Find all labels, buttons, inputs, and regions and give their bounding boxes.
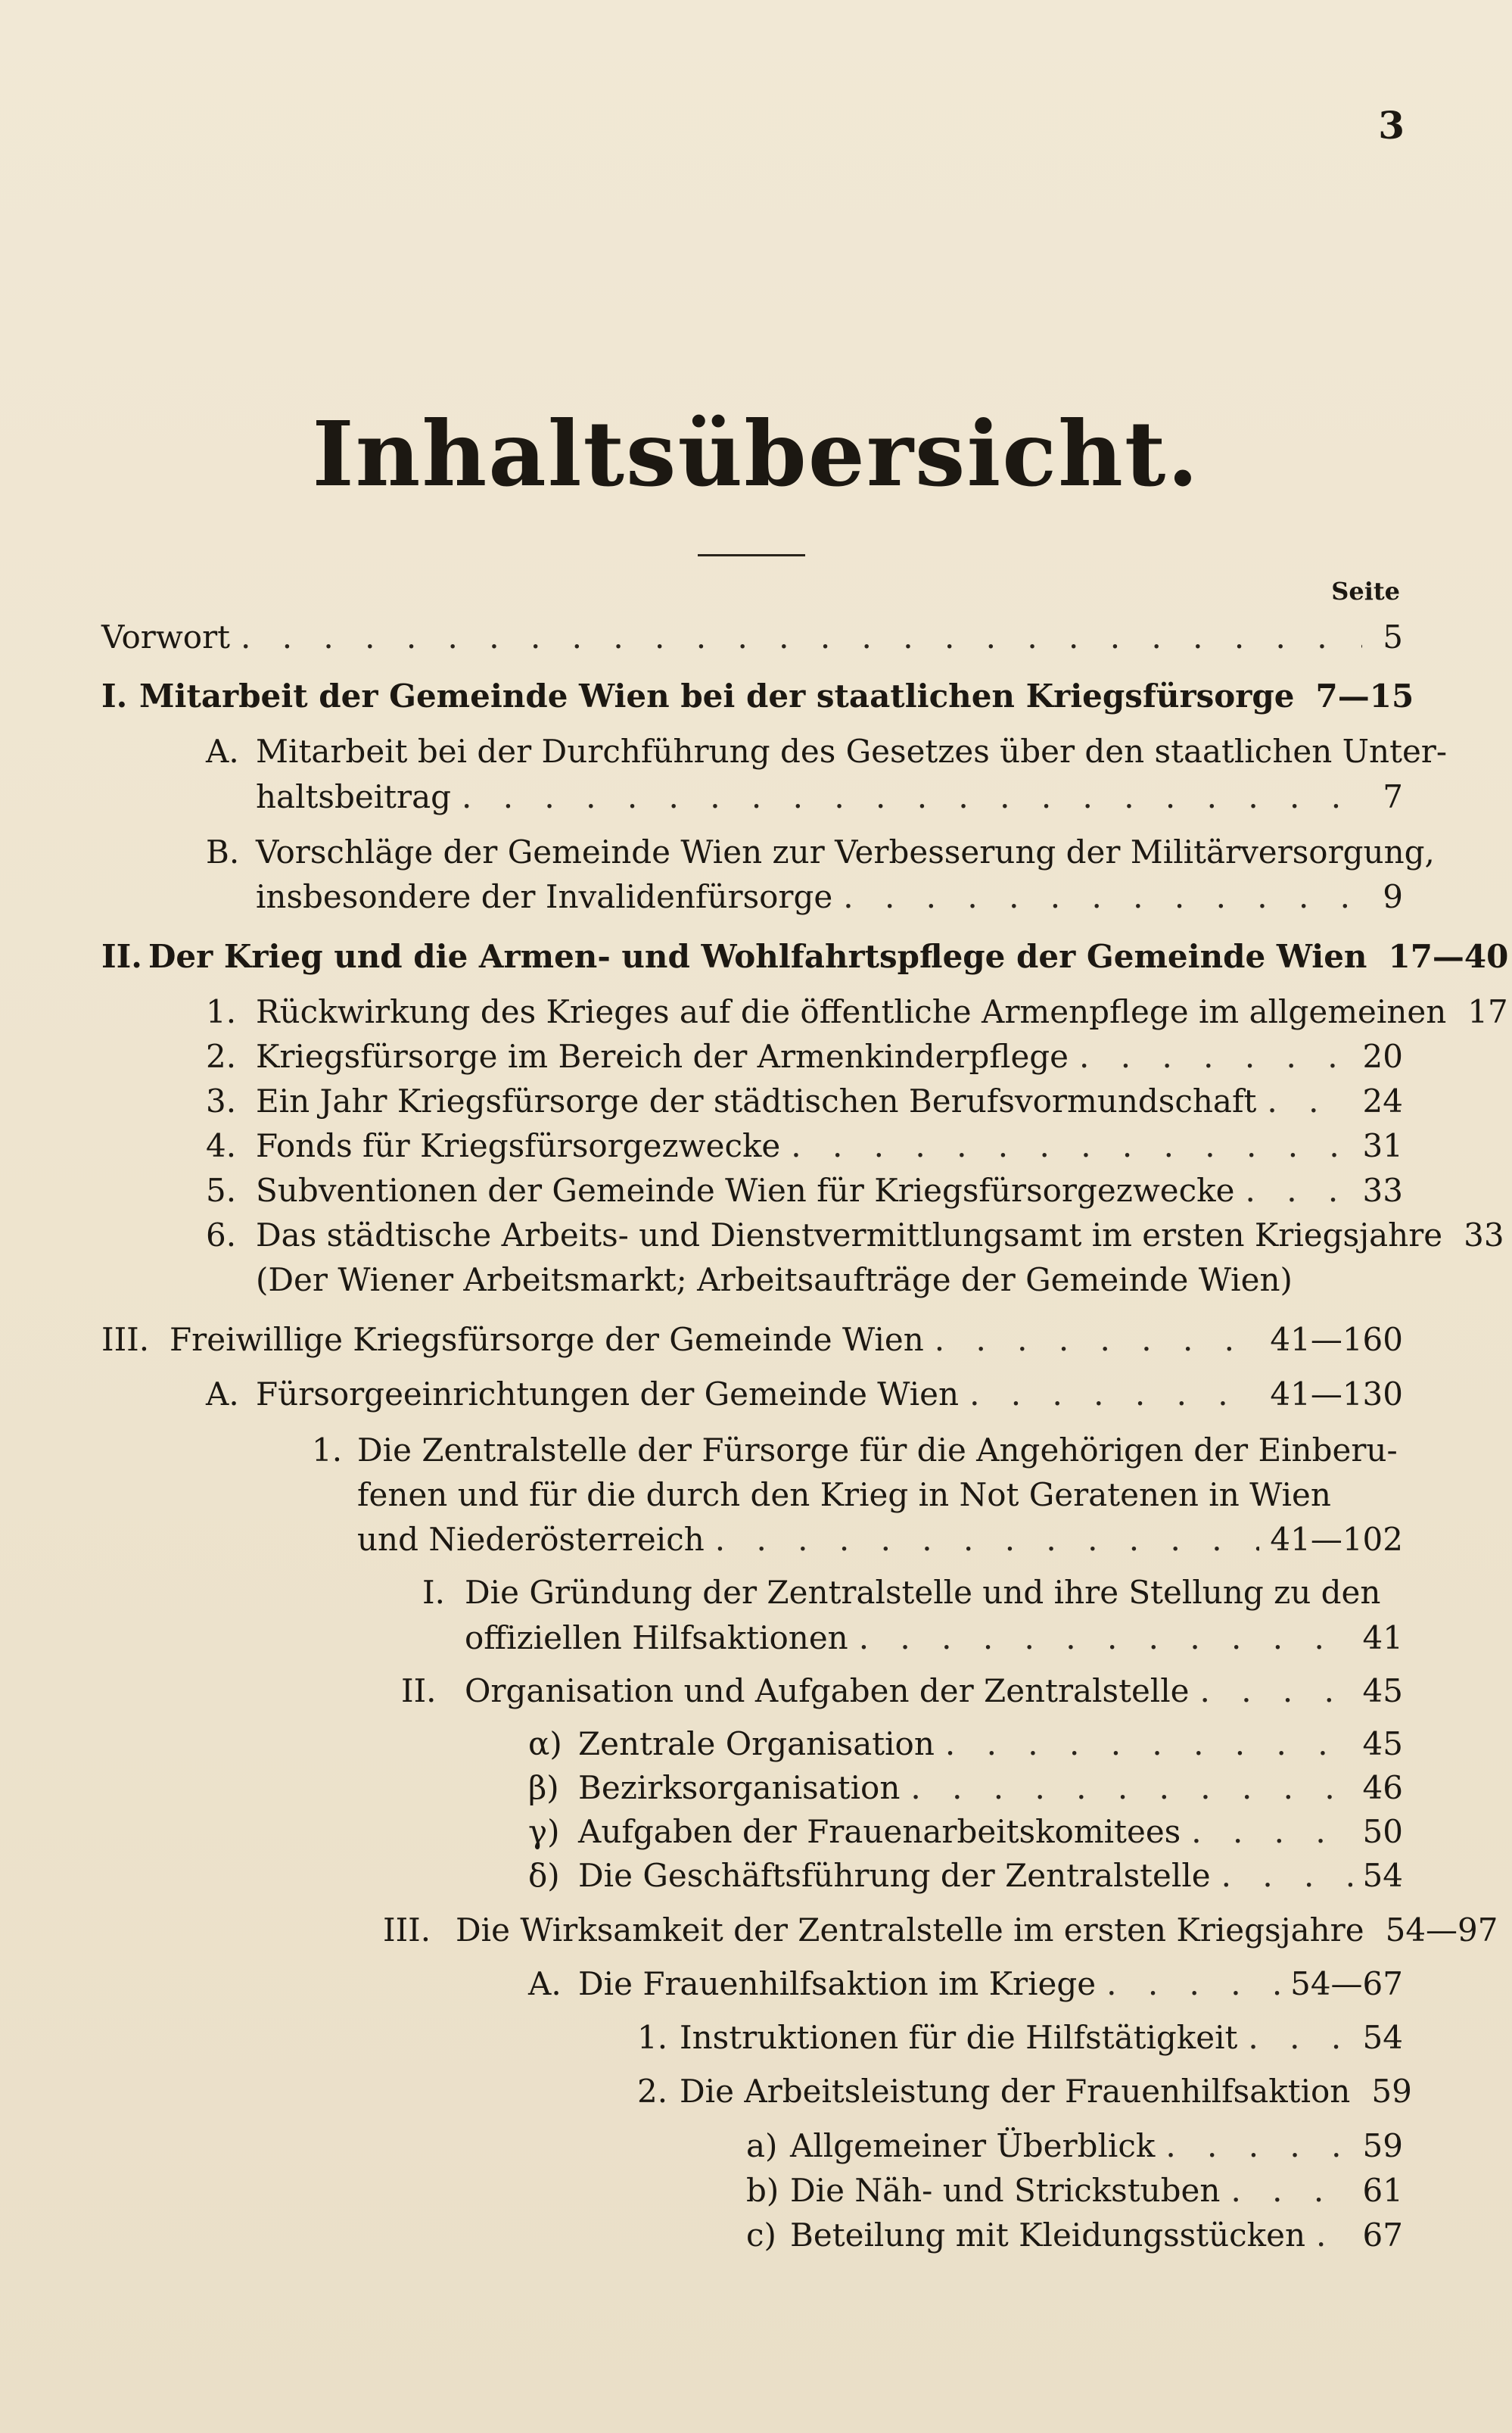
leader-dots [1200,1668,1352,1714]
leader-dots [859,1615,1352,1661]
toc-entry-II4 [206,1123,1403,1169]
toc-page: 45 [1362,1725,1403,1762]
toc-entry-gamma [528,1809,1403,1855]
leader-dots [1230,2168,1352,2213]
toc-entry-IIIA1-I [422,1570,1380,1615]
toc-page: 24 [1362,1083,1403,1120]
toc-label: Allgemeiner Überblick [790,2127,1156,2164]
toc-entry-a [746,2123,1403,2169]
toc-entry-alpha [528,1721,1403,1767]
toc-label-cont: offiziellen Hilfsaktionen [465,1619,848,1656]
toc-label: Die Näh- und Strickstuben [790,2172,1221,2209]
toc-entry-IIIA [206,1372,1403,1417]
toc-page: 17—40 [1388,938,1509,975]
toc-entry-beta [528,1765,1403,1811]
toc-label: Bezirksorganisation [578,1769,901,1806]
toc-number: A. [206,1375,239,1413]
toc-page: 59 [1362,2127,1403,2164]
toc-label-cont: und Niederösterreich [357,1521,705,1558]
toc-label: Zentrale Organisation [578,1725,935,1762]
toc-entry-IIIA1-III-A1 [637,2015,1403,2061]
leader-dots [910,1765,1352,1811]
leader-dots [241,615,1362,660]
toc-label: Die Frauenhilfsaktion im Kriege [578,1965,1097,2002]
toc-label: Fonds für Kriegsfürsorgezwecke [256,1127,781,1164]
toc-entry-II6-cont: (Der Wiener Arbeitsmarkt; Arbeitsaufträge der Gemeinde Wien) [256,1261,1293,1298]
toc-page: 20 [1362,1038,1403,1075]
toc-label: Die Arbeitsleistung der Frauenhilfsaktion [680,2073,1351,2110]
toc-number: I. [101,678,128,715]
toc-label: Beteilung mit Kleidungsstücken [790,2216,1306,2254]
toc-number: a) [746,2127,778,2164]
toc-entry-IIIA1-III-A2 [637,2069,1412,2114]
toc-label: Die Zentralstelle der Fürsorge für die Angehörigen der Einberu- [357,1431,1398,1469]
toc-entry-IIIA1-cont2 [357,1517,1403,1562]
toc-number: III. [383,1911,431,1949]
leader-dots [715,1517,1260,1562]
toc-number: δ) [528,1857,560,1894]
toc-label: Mitarbeit bei der Durchführung des Gesetzes über den staatlichen Unter- [256,733,1448,770]
toc-number: 5. [206,1172,237,1209]
toc-entry-vorwort [101,615,1403,660]
toc-number: B. [206,833,240,871]
toc-label: Rückwirkung des Krieges auf die öffentliche Armenpflege im allgemeinen [256,993,1447,1030]
toc-label: Fürsorgeeinrichtungen der Gemeinde Wien [256,1375,960,1413]
leader-dots [791,1123,1352,1169]
toc-label: Die Wirksamkeit der Zentralstelle im ersten Kriegsjahre [456,1911,1364,1949]
toc-entry-II5 [206,1168,1403,1213]
toc-entry-II3 [206,1079,1403,1124]
toc-page: 46 [1362,1769,1403,1806]
leader-dots [462,774,1362,820]
leader-dots [945,1721,1352,1767]
toc-page: 45 [1362,1672,1403,1709]
toc-page: 41—102 [1270,1521,1403,1558]
toc-label: Kriegsfürsorge im Bereich der Armenkinderpflege [256,1038,1069,1075]
toc-label: Die Geschäftsführung der Zentralstelle [578,1857,1211,1894]
toc-page: 41—130 [1270,1375,1403,1413]
toc-label: Aufgaben der Frauenarbeitskomitees [578,1813,1181,1850]
toc-label: Vorwort [101,618,231,656]
toc-number: 2. [637,2073,668,2110]
toc-number: 2. [206,1038,237,1075]
leader-dots [935,1317,1260,1363]
toc-page: 54—67 [1290,1965,1403,2002]
toc-page: 17 [1467,993,1508,1030]
toc-page: 9 [1383,878,1403,915]
leader-dots [1191,1809,1352,1855]
toc-entry-delta [528,1853,1403,1899]
toc-page: 67 [1362,2216,1403,2254]
toc-page: 5 [1383,618,1403,656]
toc-number: III. [101,1321,150,1358]
toc-page: 59 [1371,2073,1412,2110]
leader-dots [1221,1853,1352,1899]
toc-number: α) [528,1725,562,1762]
toc-page: 54 [1362,2019,1403,2056]
toc-page: 33 [1464,1216,1504,1254]
page-title: Inhaltsübersicht. [312,401,1200,506]
toc-entry-IIIA1-I-cont [465,1615,1403,1661]
toc-page: 7 [1383,778,1403,815]
toc-entry-IA-cont [256,774,1403,820]
toc-number: 1. [206,993,237,1030]
toc-entry-b [746,2168,1403,2213]
toc-number: A. [206,733,239,770]
toc-number: b) [746,2172,779,2209]
toc-label: Vorschläge der Gemeinde Wien zur Verbesserung der Militärversorgung, [256,833,1435,871]
toc-entry-IB [206,830,1435,875]
toc-number: I. [422,1574,445,1611]
toc-entry-IIIA1 [312,1428,1398,1473]
toc-label: Organisation und Aufgaben der Zentralstelle [465,1672,1190,1709]
toc-label: Das städtische Arbeits- und Dienstvermittlungsamt im ersten Kriegsjahre [256,1216,1443,1254]
toc-number: γ) [528,1813,560,1850]
toc-entry-III [101,1317,1403,1363]
toc-entry-II [101,934,1509,980]
toc-entry-IIIA1-II [401,1668,1403,1714]
seite-column-label: Seite [1331,577,1400,606]
toc-page: 50 [1362,1813,1403,1850]
leader-dots [969,1372,1259,1417]
toc-entry-IIIA1-III [383,1908,1498,1953]
toc-label: Die Gründung der Zentralstelle und ihre Stellung zu den [465,1574,1381,1611]
toc-page: 33 [1362,1172,1403,1209]
leader-dots [1079,1034,1352,1079]
toc-entry-IIIA1-cont: fenen und für die durch den Krieg in Not Geratenen in Wien [357,1476,1331,1513]
toc-page: 41 [1362,1619,1403,1656]
toc-entry-c [746,2213,1403,2258]
leader-dots [1248,2015,1352,2061]
page-number: 3 [1378,103,1405,148]
toc-page: 41—160 [1270,1321,1403,1358]
toc-number: c) [746,2216,776,2254]
leader-dots [1165,2123,1352,2169]
toc-number: A. [528,1965,562,2002]
toc-entry-IA [206,729,1447,774]
leader-dots [1246,1168,1352,1213]
toc-entry-II2 [206,1034,1403,1079]
leader-dots [1267,1079,1352,1124]
toc-label-cont: insbesondere der Invalidenfürsorge [256,878,833,915]
toc-entry-II1 [206,989,1508,1035]
toc-entry-IB-cont [256,874,1403,920]
toc-page: 54—97 [1385,1911,1498,1949]
toc-label: Der Krieg und die Armen- und Wohlfahrtspflege der Gemeinde Wien [148,938,1367,975]
toc-number: 6. [206,1216,237,1254]
toc-number: 1. [637,2019,668,2056]
toc-number: II. [101,938,142,975]
toc-number: 4. [206,1127,237,1164]
toc-number: 1. [312,1431,343,1469]
toc-label: Mitarbeit der Gemeinde Wien bei der staatlichen Kriegsfürsorge [139,678,1295,715]
toc-label: Ein Jahr Kriegsfürsorge der städtischen Berufsvormundschaft [256,1083,1257,1120]
toc-number: β) [528,1769,559,1806]
toc-page: 61 [1362,2172,1403,2209]
toc-number: II. [401,1672,437,1709]
toc-entry-IIIA1-III-A [528,1961,1403,2007]
toc-page: 54 [1362,1857,1403,1894]
toc-label: Instruktionen für die Hilfstätigkeit [680,2019,1238,2056]
toc-entry-I [101,674,1414,719]
toc-label-cont: haltsbeitrag [256,778,452,815]
toc-page: 7—15 [1315,678,1414,715]
leader-dots [1106,1961,1280,2007]
toc-page: 31 [1362,1127,1403,1164]
leader-dots [1316,2213,1352,2258]
toc-entry-II6 [206,1213,1504,1258]
leader-dots [843,874,1362,920]
toc-label: Subventionen der Gemeinde Wien für Kriegsfürsorgezwecke [256,1172,1235,1209]
toc-label: Freiwillige Kriegsfürsorge der Gemeinde Wien [170,1321,924,1358]
toc-number: 3. [206,1083,237,1120]
